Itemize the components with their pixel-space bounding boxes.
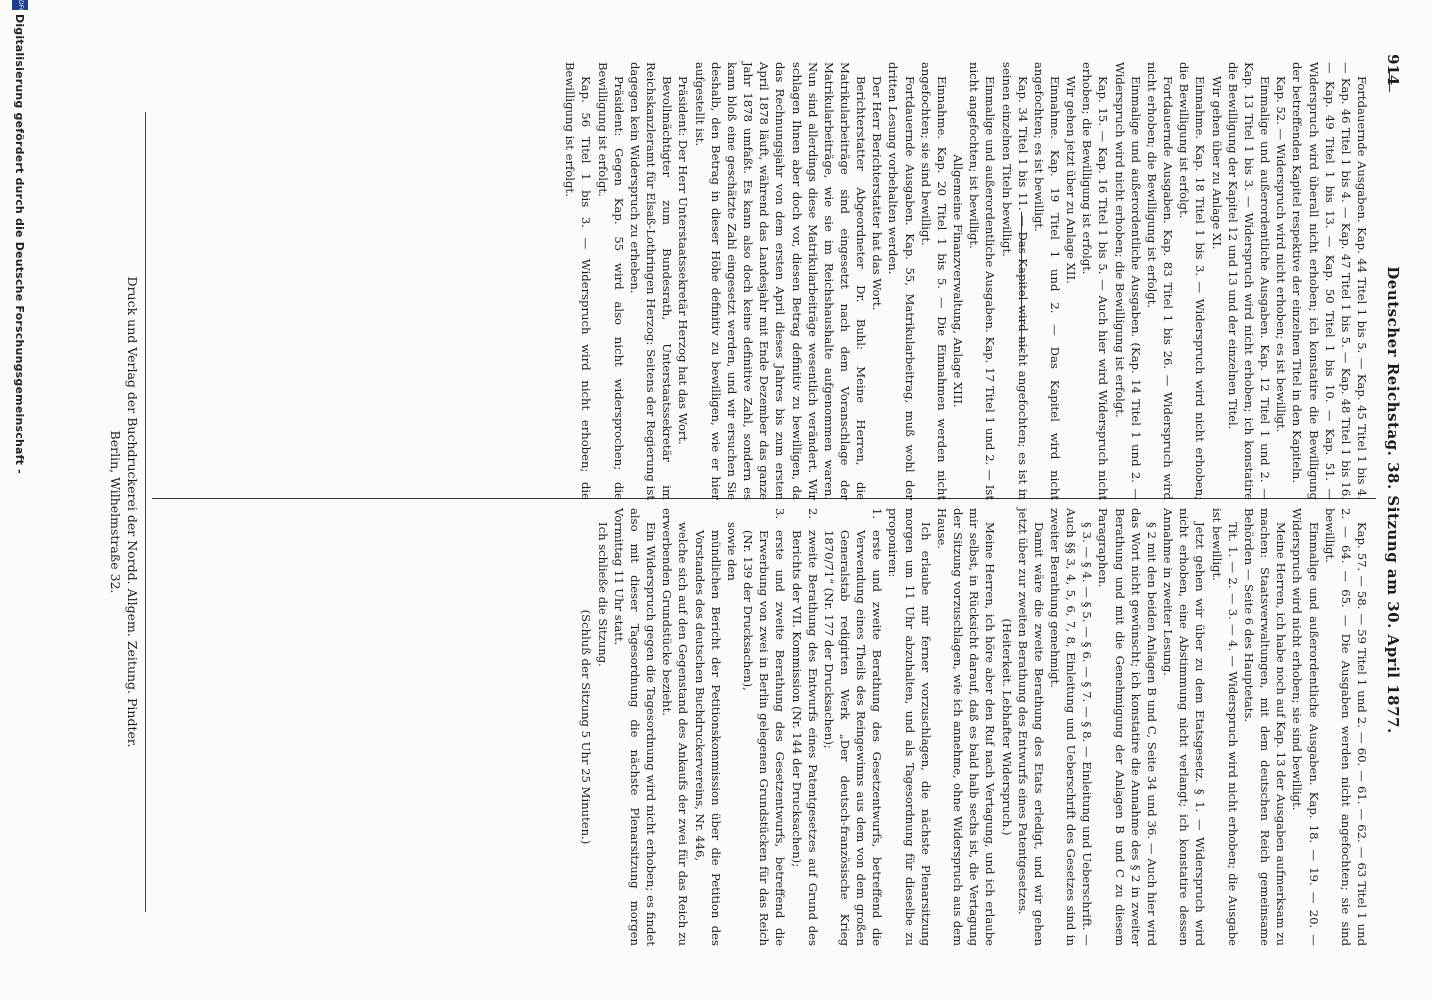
- left-paragraph: Fortdauernde Ausgaben. Kap. 83 Titel 1 bis 26. — Widerspruch wird nicht erhoben; die Bewilligung ist erfolgt.: [1144, 62, 1176, 500]
- left-paragraph: Kap. 15. — Kap. 16 Titel 1 bis 5. — Auch hier wird Widerspruch nicht erhoben; die Bewilligung ist erfolgt.: [1080, 62, 1111, 500]
- agenda-item-text: erste und zweite Berathung des Gesetzentwurfs, betreffend die Verwendung eines Theils des Reingewinns aus dem von dem großen Generalstab redigirten Werk „Der deutsch-französische Krieg 1870/71“ (Nr. 177 der Drucksachen);: [821, 530, 885, 946]
- imprint-line-1: Druck und Verlag der Buchdruckerei der Nordd. Allgem. Zeitung. Pindter.: [124, 112, 146, 912]
- left-paragraph: Einnahme. Kap. 19 Titel 1 und 2. — Das Kapitel wird nicht angefochten; es ist bewilligt.: [1031, 62, 1063, 500]
- right-column: [578, 508, 1370, 946]
- left-paragraph: Einmalige und außerordentliche Ausgaben. Kap. 17 Titel 1 und 2. — Ist nicht angefochten; ist bewilligt.: [967, 62, 998, 500]
- agenda-item-text: erste und zweite Berathung des Gesetzentwurfs, betreffend die Erwerbung von zwei in Berlin gelegenen Grundstücken für das Reich (Nr. 139 der Drucksachen),: [741, 530, 788, 946]
- right-paragraph: Kap. 57. — 58. — 59 Titel 1 und 2. — 60. — 61. — 62. — 63 Titel 1 und 2. — 64. — 65. — Die Ausgaben werden nicht angefochten; sie sind bewilligt.: [1322, 508, 1369, 946]
- left-paragraph: Fortdauernde Ausgaben. Kap. 55, Matrikularbeitrag, muß wohl der dritten Lesung vorbehalten werden.: [886, 62, 917, 500]
- left-section-heading: Allgemeine Finanzverwaltung, Anlage XIII.: [951, 154, 966, 408]
- right-paragraph: Damit wäre die zweite Berathung des Etats erledigt, und wir gehen jetzt über zur zweiten Berathung des Entwurfs eines Patentgesetzes.: [1015, 508, 1046, 946]
- left-column-end-rule: [1021, 212, 1022, 352]
- agenda-item-number: 1.: [870, 508, 885, 520]
- right-paragraph: Meine Herren, ich höre aber den Ruf nach Vertagung, und ich erlaube mir selbst, in Rücksicht darauf, daß es bald halb sechs ist, die Vertagung der Sitzung vorzuschlagen, wie ich annehme, ohne Widerspruch aus dem Hause.: [934, 508, 998, 946]
- imprint-line-2: Berlin, Wilhelmstraße 32.: [108, 430, 123, 594]
- agenda-item-number: 3.: [773, 508, 788, 520]
- left-paragraph: Kap. 34 Titel 1 bis 11. — Das Kapitel wird nicht angefochten; es ist in seinen einzelnen Titeln bewilligt.: [999, 62, 1030, 500]
- digitization-note: Digitalisierung gefördert durch die Deutsche Forschungsgemeinschaft -: [13, 14, 26, 474]
- right-paragraph: Einmalige und außerordentliche Ausgaben. Kap. 18. — 19. — 20. — Widerspruch wird nicht erhoben; sie sind bewilligt.: [1290, 508, 1321, 946]
- left-paragraph: Einmalige und außerordentliche Ausgaben. Kap. 12 Titel 1 und 2. — Kap. 13 Titel 1 bis 3. — Widerspruch wird nicht erhoben; ich konstatire die Bewilligung der Kapitel 12 und 13 und der einzelnen Titel.: [1225, 62, 1273, 500]
- right-paragraph: § 3. — § 4. — § 5. — § 6. — § 7. — § 8. — Einleitung und Ueberschrift. — Auch §§ 3, 4, 5, 6, 7, 8, Einleitung und Ueberschrift des Gesetzes sind in zweiter Berathung genehmigt.: [1048, 508, 1095, 946]
- agenda-item-petition: mündlichen Bericht der Petitionskommission über die Petition des Vorstandes des deutschen Buchdruckervereins, Nr. 446,: [692, 530, 723, 946]
- speaker-statement-buhl: Berichterstatter Abgeordneter Dr. Buhl: Meine Herren, die Matrikularbeiträge sind eingesetzt nach dem Voranschlage der Matrikularbeiträge, wie sie im Reichshaushalte aufgenommen waren. Nun sind allerdings diese Matrikularbeiträge wesentlich verändert. Wir schlagen Ihnen aber doch vor, diesen Betrag definitiv zu bewilligen, da das Rechnungsjahr von dem ersten April dieses Jahres bis zum ersten April 1878 läuft, während das Landesjahr mit Ende Dezember das ganze Jahr 1878 umfaßt. Es kann also doch keine definitive Zahl, sondern es kann bloß eine geschätzte Zahl eingesetzt werden, und wir ersuchen Sie deshalb, den Betrag in dieser Höhe definitiv zu bewilligen, wie er hier aufgestellt ist.: [692, 62, 869, 500]
- session-close-note: (Schluß der Sitzung 5 Uhr 25 Minuten.): [579, 609, 594, 845]
- agenda-tail: sowie den: [724, 522, 739, 581]
- printer-imprint: [107, 112, 146, 912]
- agenda-item: [740, 508, 788, 946]
- interjection: (Heiterkeit. Lebhafter Widerspruch.): [999, 618, 1014, 836]
- president-statement: Präsident: Der Herr Unterstaatssekretär Herzog hat das Wort.: [676, 76, 691, 445]
- agenda-item: [821, 508, 886, 946]
- bundesrat-statement: Bevollmächtigter zum Bundesrath, Unterstaatssekretär im Reichskanzleramt für Elsaß-Lothringen Herzog: Seitens der Regierung ist dagegen kein Widerspruch zu erheben.: [627, 62, 675, 500]
- left-paragraph: Kap. 52. — Widerspruch wird nicht erhoben; es ist bewilligt.: [1274, 76, 1289, 433]
- right-paragraph: § 2 mit den beiden Anlagen B und C, Seite 34 und 36. — Auch hier wird das Wort nicht gewünscht; ich konstatire die Annahme des § 2 in zweiter Berathung und mit die Genehmigung der Anlagen B und C zu diesem Paragraphen.: [1096, 508, 1159, 946]
- president-statement: Präsident: Gegen Kap. 55 wird also nicht widersprochen; die Bewilligung ist erfolgt.: [595, 62, 626, 500]
- page-header: [1380, 52, 1402, 948]
- left-paragraph: Einnahme. Kap. 20 Titel 1 bis 5. — Die Einnahmen werden nicht angefochten; sie sind bewilligt.: [918, 62, 949, 500]
- dfg-logo-icon: DFG: [12, 0, 28, 10]
- left-column: [562, 62, 1370, 500]
- left-paragraph: Fortdauernde Ausgaben. Kap. 44 Titel 1 bis 5. — Kap. 45 Titel 1 bis 4. — Kap. 46 Titel 1 bis 4. — Kap. 47 Titel 1 bis 5. — Kap. 48 Titel 1 bis 16. — Kap. 49 Titel 1 bis 13. — Kap. 50 Titel 1 bis 10. — Kap. 51. — Widerspruch wird überall nicht erhoben; ich konstatire die Bewilligung der betreffenden Kapitel respektive der einzelnen Titel in den Kapiteln.: [1290, 62, 1369, 500]
- left-paragraph: Einnahme. Kap. 18 Titel 1 bis 3. — Widerspruch wird nicht erhoben; die Bewilligung ist erfolgt.: [1177, 62, 1208, 500]
- right-paragraph: Ein Widerspruch gegen die Tagesordnung wird nicht erhoben; es findet also mit dieser Tagesordnung die nächste Plenarsitzung morgen Vormittag 11 Uhr statt.: [611, 508, 659, 946]
- right-paragraph: Ich schließe die Sitzung.: [595, 522, 610, 667]
- right-paragraph: Meine Herren, ich habe noch auf Kap. 13 der Ausgaben aufmerksam zu machen: Staatsverwaltungen, mit dem deutschen Reich gemeinsame Behörden — Seite 6 des Hauptetats.: [1241, 508, 1289, 946]
- right-paragraph: Jetzt gehen wir über zu dem Etatsgesetz. § 1. — Widerspruch wird nicht erhoben, eine Abstimmung nicht verlangt; ich konstatire dessen Annahme in zweiter Lesung.: [1161, 508, 1208, 946]
- left-paragraph: Wir gehen über zu Anlage XI.: [1209, 76, 1224, 250]
- page-number: 914: [1384, 54, 1402, 86]
- left-paragraph: Einmalige und außerordentliche Ausgaben. (Kap. 14 Titel 1 und 2. — Widerspruch wird nicht erhoben; die Bewilligung ist erfolgt.: [1112, 62, 1143, 500]
- left-paragraph: Wir gehen jetzt über zu Anlage XII.: [1064, 76, 1079, 284]
- left-paragraph: Kap. 56 Titel 1 bis 3. — Widerspruch wird nicht erhoben; die Bewilligung ist erfolgt.: [563, 62, 594, 500]
- agenda-item-text: zweite Berathung des Entwurfs eines Patentgesetzes auf Grund des Berichts der VII. Kommission (Nr. 144 der Drucksachen);: [789, 530, 820, 946]
- agenda-item: [788, 508, 820, 946]
- right-paragraph: Tit. 1. — 2. — 3. — 4. — Widerspruch wird nicht erhoben; die Ausgabe ist bewilligt.: [1209, 508, 1240, 946]
- header-dash: [1389, 70, 1390, 92]
- left-paragraph: Der Herr Berichterstatter hat das Wort.: [870, 76, 885, 311]
- right-paragraph: welche sich auf den Gegenstand des Ankaufs der zwei für das Reich zu erwerbenden Grundstücke bezieht.: [660, 508, 691, 946]
- agenda-item-number: 2.: [805, 508, 820, 520]
- running-title: Deutscher Reichstag. 38. Sitzung am 30. April 1877.: [1384, 266, 1402, 734]
- right-paragraph: Ich erlaube mir ferner vorzuschlagen, die nächste Plenarsitzung morgen um 11 Uhr abzuhalten, und als Tagesordnung für dieselbe zu proponiren:: [886, 508, 933, 946]
